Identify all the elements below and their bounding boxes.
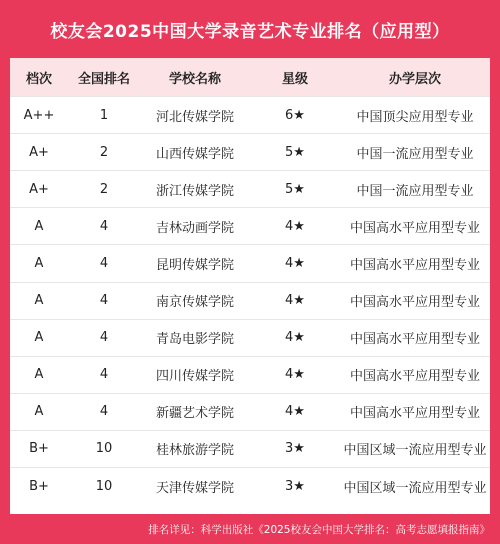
table-row <box>10 170 490 207</box>
header-stars: 星级 <box>281 71 308 87</box>
table-row <box>10 319 490 356</box>
source-note: 排名详见：科学出版社《2025校友会中国大学排名：高考志愿填报指南》 <box>148 523 490 536</box>
cell-stars: 3★ <box>285 441 305 457</box>
cell-level: 中国一流应用型专业 <box>356 146 474 162</box>
cell-rank: 10 <box>95 441 113 457</box>
cell-school: 昆明传媒学院 <box>155 257 234 273</box>
table-row <box>10 356 490 393</box>
cell-tier: A <box>34 293 44 309</box>
cell-level: 中国顶尖应用型专业 <box>356 109 474 125</box>
cell-level: 中国区域一流应用型专业 <box>343 480 487 496</box>
table-header <box>10 58 490 96</box>
header-school: 学校名称 <box>168 71 221 87</box>
table-row <box>10 133 490 170</box>
header-rank: 全国排名 <box>77 71 130 87</box>
cell-tier: A <box>34 404 44 420</box>
cell-school: 山西传媒学院 <box>155 146 234 162</box>
cell-school: 南京传媒学院 <box>155 295 234 311</box>
cell-school: 天津传媒学院 <box>155 480 234 496</box>
table-row <box>10 96 490 133</box>
cell-tier: A++ <box>23 107 55 123</box>
cell-tier: A <box>34 218 44 234</box>
cell-stars: 4★ <box>285 367 305 383</box>
table-row <box>10 244 490 281</box>
cell-tier: A <box>34 367 44 383</box>
cell-school: 浙江传媒学院 <box>155 183 234 199</box>
cell-level: 中国区域一流应用型专业 <box>343 443 487 459</box>
cell-rank: 10 <box>95 478 113 494</box>
cell-stars: 6★ <box>285 107 305 123</box>
cell-rank: 4 <box>99 293 109 309</box>
ranking-table <box>10 58 490 514</box>
cell-tier: A <box>34 330 44 346</box>
cell-stars: 3★ <box>285 478 305 494</box>
cell-tier: A+ <box>29 181 49 197</box>
cell-stars: 4★ <box>285 293 305 309</box>
header-tier: 档次 <box>25 71 52 87</box>
cell-tier: B+ <box>29 478 49 494</box>
cell-level: 中国高水平应用型专业 <box>349 332 480 348</box>
table-row <box>10 467 490 504</box>
page-title: 校友会2025中国大学录音艺术专业排名（应用型） <box>50 21 450 42</box>
cell-school: 青岛电影学院 <box>155 332 234 348</box>
cell-level: 中国高水平应用型专业 <box>349 257 480 273</box>
cell-stars: 4★ <box>285 404 305 420</box>
cell-stars: 4★ <box>285 330 305 346</box>
cell-level: 中国一流应用型专业 <box>356 183 474 199</box>
cell-level: 中国高水平应用型专业 <box>349 406 480 422</box>
cell-rank: 2 <box>99 144 109 160</box>
cell-school: 吉林动画学院 <box>155 220 234 236</box>
header-level: 办学层次 <box>388 71 441 87</box>
table-row <box>10 430 490 467</box>
cell-rank: 4 <box>99 404 109 420</box>
cell-level: 中国高水平应用型专业 <box>349 220 480 236</box>
cell-rank: 4 <box>99 255 109 271</box>
cell-rank: 4 <box>99 218 109 234</box>
cell-rank: 1 <box>99 107 109 123</box>
table-row <box>10 282 490 319</box>
cell-level: 中国高水平应用型专业 <box>349 369 480 385</box>
cell-rank: 4 <box>99 330 109 346</box>
cell-stars: 5★ <box>285 181 305 197</box>
cell-rank: 4 <box>99 367 109 383</box>
cell-stars: 4★ <box>285 255 305 271</box>
table-row <box>10 207 490 244</box>
cell-school: 新疆艺术学院 <box>155 406 234 422</box>
cell-school: 河北传媒学院 <box>155 109 234 125</box>
cell-level: 中国高水平应用型专业 <box>349 295 480 311</box>
cell-school: 四川传媒学院 <box>155 369 234 385</box>
cell-rank: 2 <box>99 181 109 197</box>
cell-tier: A+ <box>29 144 49 160</box>
cell-tier: B+ <box>29 441 49 457</box>
cell-school: 桂林旅游学院 <box>155 443 234 459</box>
cell-tier: A <box>34 255 44 271</box>
cell-stars: 4★ <box>285 218 305 234</box>
table-row <box>10 393 490 430</box>
cell-stars: 5★ <box>285 144 305 160</box>
